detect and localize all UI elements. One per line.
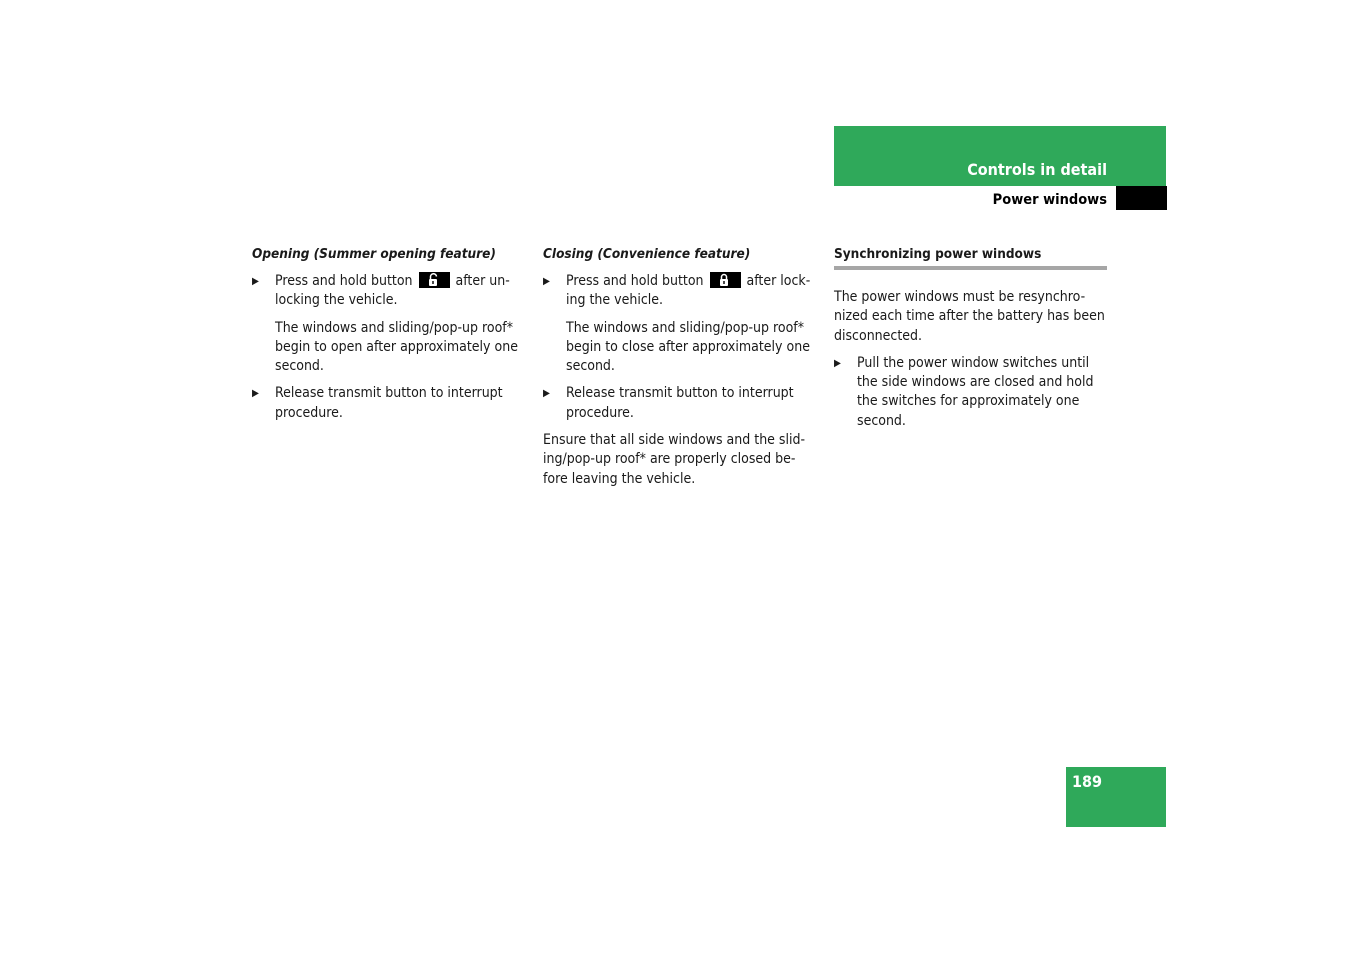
unlock-icon (419, 272, 450, 288)
opening-note: The windows and sliding/pop-up roof* begin to open after approximately one second. (275, 319, 518, 375)
bullet-line: locking the vehicle. (275, 292, 398, 309)
heading-rule (834, 266, 1107, 270)
column-opening (252, 245, 524, 431)
section-title: Controls in detail (967, 160, 1107, 179)
closing-warning: Ensure that all side windows and the slid- ing/pop-up roof* are properly closed be- fore leaving the vehicle. (543, 432, 806, 487)
list-item (252, 272, 524, 311)
bullet-icon: ▶ (834, 357, 841, 369)
bullet-icon: ▶ (543, 276, 550, 287)
thumb-tab-marker (1116, 186, 1167, 210)
list-item: ▶ Release transmit button to interrupt procedure. (543, 385, 794, 421)
bullet-line: Press and hold button after un- (275, 273, 510, 289)
column-synchronizing (834, 245, 1107, 439)
list-item: ▶ Release transmit button to interrupt procedure. (252, 385, 503, 421)
page-number: 189 (1072, 772, 1103, 791)
bullet-icon: ▶ (252, 388, 259, 400)
closing-note: The windows and sliding/pop-up roof* begin to close after approximately one second. (566, 319, 810, 375)
bullet-line: Press and hold button after lock- (566, 273, 811, 289)
list-item: ▶ Pull the power window switches until the side windows are closed and hold the switches for approximately one second. (834, 354, 1094, 429)
synchronizing-intro: The power windows must be resynchro- nized each time after the battery has been disconnected. (834, 289, 1105, 344)
subsection-title: Power windows (992, 192, 1107, 208)
opening-heading: Opening (Summer opening feature) (252, 246, 496, 262)
bullet-icon: ▶ (543, 388, 550, 400)
bullet-line: ing the vehicle. (566, 292, 664, 309)
closing-heading: Closing (Convenience feature) (543, 246, 751, 262)
synchronizing-heading: Synchronizing power windows (834, 246, 1042, 262)
bullet-icon: ▶ (252, 276, 259, 287)
column-closing (543, 245, 815, 497)
list-item (543, 272, 815, 311)
lock-icon (710, 272, 741, 288)
